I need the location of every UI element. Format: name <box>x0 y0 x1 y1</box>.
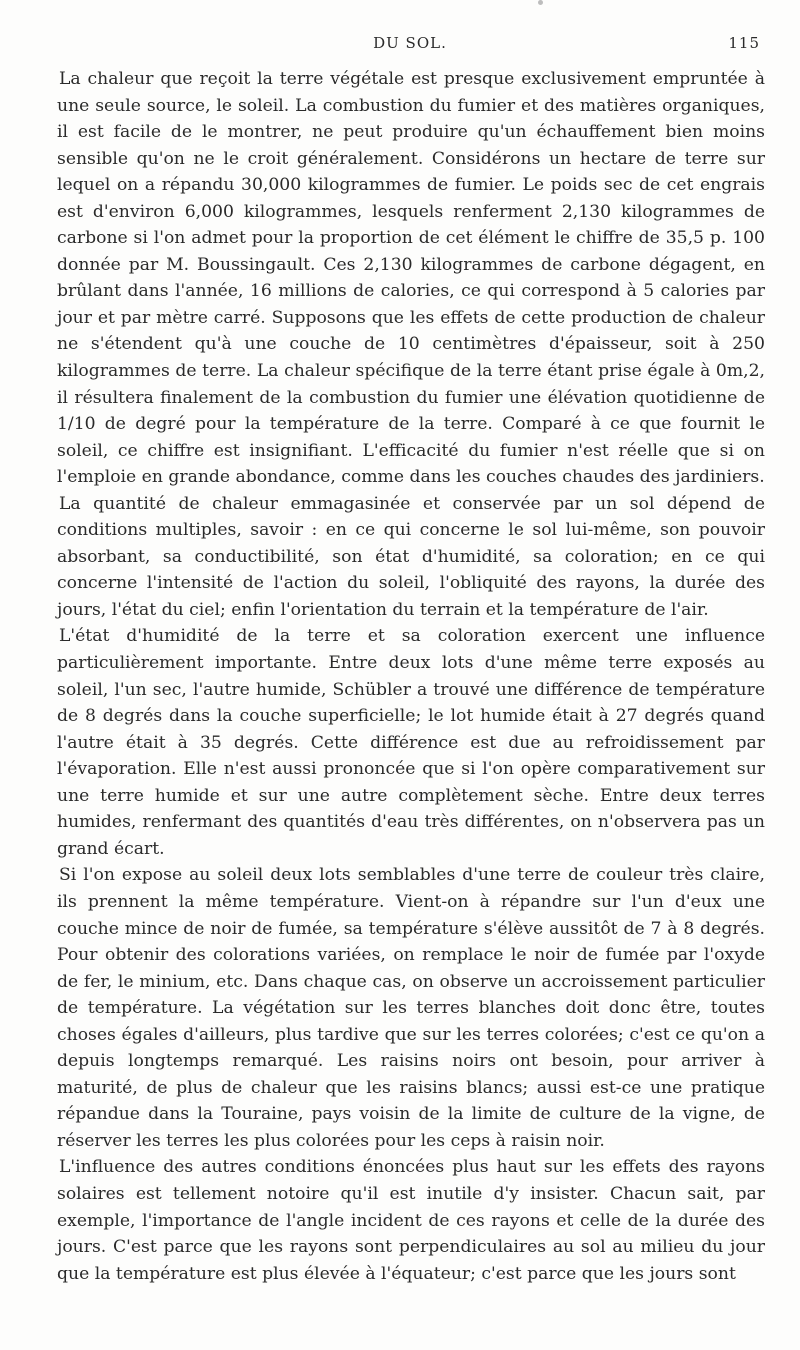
paragraph-humidite: L'état d'humidité de la terre et sa coloration exercent une influence particulièrement importante. Entre deux lots d'une même terre exposés au soleil, l'un sec, l'autre humide, Schübler a trouvé une différence de température de 8 degrés dans la couche superficielle; le lot humide était à 27 degrés quand l'autre était à 35 degrés. Cette différence est due au refroidissement par l'évaporation. Elle n'est aussi prononcée que si l'on opère comparativement sur une terre humide et sur une autre complètement sèche. Entre deux terres humides, renfermant des quantités d'eau très différentes, on n'observera pas un grand écart. <box>57 626 765 859</box>
paragraph-fumier: La chaleur que reçoit la terre végétale est presque exclusivement empruntée à une seule source, le soleil. La combustion du fumier et des matières organiques, il est facile de le montrer, ne peut produire qu'un échauffement bien moins sensible qu'on ne le croit généralement. Considérons un hectare de terre sur lequel on a répandu 30,000 kilogrammes de fumier. Le poids sec de cet engrais est d'environ 6,000 kilogrammes, lesquels renferment 2,130 kilogrammes de carbone si l'on admet pour la proportion de cet élément le chiffre de 35,5 p. 100 donnée par M. Boussingault. Ces 2,130 kilogrammes de carbone dégagent, en brûlant dans l'année, 16 millions de calories, ce qui correspond à 5 calories par jour et par mètre carré. Supposons que les effets de cette production de chaleur ne s'étendent qu'à une couche de 10 centimètres d'épaisseur, soit à 250 kilogrammes de terre. La chaleur spécifique de la terre étant prise égale à 0m,2, il résultera finalement de la combustion du fumier une élévation quotidienne de 1/10 de degré pour la température de la terre. Comparé à ce que fournit le soleil, ce chiffre est insignifiant. L'efficacité du fumier n'est réelle que si on l'emploie en grande abondance, comme dans les couches chaudes des jardiniers. <box>57 69 765 488</box>
ink-speck <box>538 0 543 5</box>
paragraph-influence: L'influence des autres conditions énoncées plus haut sur les effets des rayons solaires est tellement notoire qu'il est inutile d'y insister. Chacun sait, par exemple, l'importance de l'angle incident de ces rayons et celle de la durée des jours. C'est parce que les rayons sont perpendiculaires au sol au milieu du jour que la température est plus élevée à l'équateur; c'est parce que les jours sont <box>57 1157 765 1284</box>
paragraph-conditions: La quantité de chaleur emmagasinée et conservée par un sol dépend de conditions multiples, savoir : en ce qui concerne le sol lui-même, son pouvoir absorbant, sa conductibilité, son état d'humidité, sa coloration; en ce qui concerne l'intensité de l'action du soleil, l'obliquité des rayons, la durée des jours, l'état du ciel; enfin l'orientation du terrain et la température de l'air. <box>57 493 765 620</box>
page-number: 115 <box>728 34 760 52</box>
body-text <box>57 66 765 1287</box>
paragraph-coloration: Si l'on expose au soleil deux lots semblables d'une terre de couleur très claire, ils prennent la même température. Vient-on à répandre sur l'un d'eux une couche mince de noir de fumée, sa température s'élève aussitôt de 7 à 8 degrés. Pour obtenir des colorations variées, on remplace le noir de fumée par l'oxyde de fer, le minium, etc. Dans chaque cas, on observe un accroissement particulier de température. La végétation sur les terres blanches doit donc être, toutes choses égales d'ailleurs, plus tardive que sur les terres colorées; c'est ce qu'on a depuis longtemps remarqué. Les raisins noirs ont besoin, pour arriver à maturité, de plus de chaleur que les raisins blancs; aussi est-ce une pratique répandue dans la Touraine, pays voisin de la limite de culture de la vigne, de réserver les terres les plus colorées pour les ceps à raisin noir. <box>57 865 765 1151</box>
running-title: DU SOL. <box>373 34 447 52</box>
running-head <box>60 34 760 54</box>
